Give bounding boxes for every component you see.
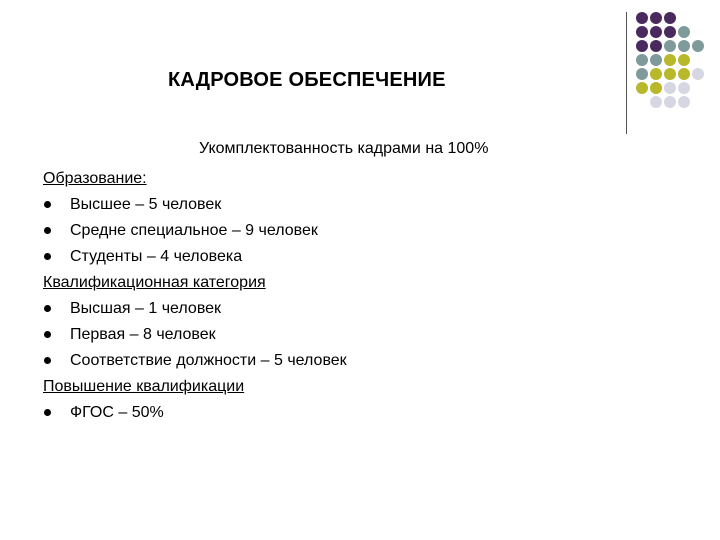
decorative-dot	[678, 40, 690, 52]
decorative-dot	[650, 26, 662, 38]
decorative-dot	[636, 26, 648, 38]
slide-title: КАДРОВОЕ ОБЕСПЕЧЕНИЕ	[168, 69, 446, 91]
decorative-dot	[636, 12, 648, 24]
section-heading-qualification: Квалификационная категория	[43, 274, 266, 291]
decorative-dot	[650, 12, 662, 24]
decorative-dot	[678, 96, 690, 108]
bullet-icon	[44, 331, 51, 338]
bullet-icon	[44, 201, 51, 208]
list-item	[43, 218, 347, 244]
list-item	[43, 192, 347, 218]
decorative-dot	[650, 82, 662, 94]
list-item-text: Первая – 8 человек	[70, 326, 216, 343]
list-item-text: ФГОС – 50%	[70, 404, 164, 421]
decorative-dot	[692, 40, 704, 52]
list-item-text: Высшее – 5 человек	[70, 196, 222, 213]
decorative-dot	[636, 54, 648, 66]
decorative-dot	[678, 26, 690, 38]
list-item-text: Соответствие должности – 5 человек	[70, 352, 347, 369]
decorative-dot	[650, 54, 662, 66]
decorative-divider-line	[626, 12, 627, 134]
decorative-dot	[664, 68, 676, 80]
bullet-icon	[44, 227, 51, 234]
list-item	[43, 296, 347, 322]
list-item-text: Студенты – 4 человека	[70, 248, 243, 265]
decorative-dot	[664, 12, 676, 24]
bullet-icon	[44, 253, 51, 260]
decorative-dot	[678, 82, 690, 94]
decorative-dot	[636, 40, 648, 52]
section-heading-education: Образование:	[43, 170, 147, 187]
decorative-dot	[664, 40, 676, 52]
decorative-dot	[692, 68, 704, 80]
decorative-dot	[650, 40, 662, 52]
bullet-icon	[44, 305, 51, 312]
list-item	[43, 322, 347, 348]
list-item-text: Высшая – 1 человек	[70, 300, 222, 317]
decorative-dot	[664, 82, 676, 94]
bullet-icon	[44, 357, 51, 364]
decorative-dot	[678, 68, 690, 80]
bullet-icon	[44, 409, 51, 416]
decorative-dot	[664, 26, 676, 38]
staffing-subtitle: Укомплектованность кадрами на 100%	[199, 140, 489, 157]
list-item	[43, 400, 347, 426]
decorative-dot	[636, 68, 648, 80]
decorative-dot	[636, 82, 648, 94]
section-heading-training: Повышение квалификации	[43, 378, 245, 395]
decorative-dot	[678, 54, 690, 66]
list-item-text: Средне специальное – 9 человек	[70, 222, 318, 239]
decorative-dot	[650, 68, 662, 80]
list-item	[43, 244, 347, 270]
content-list	[43, 166, 347, 426]
decorative-dot	[664, 54, 676, 66]
decorative-dot	[650, 96, 662, 108]
list-item	[43, 348, 347, 374]
decorative-dot	[664, 96, 676, 108]
